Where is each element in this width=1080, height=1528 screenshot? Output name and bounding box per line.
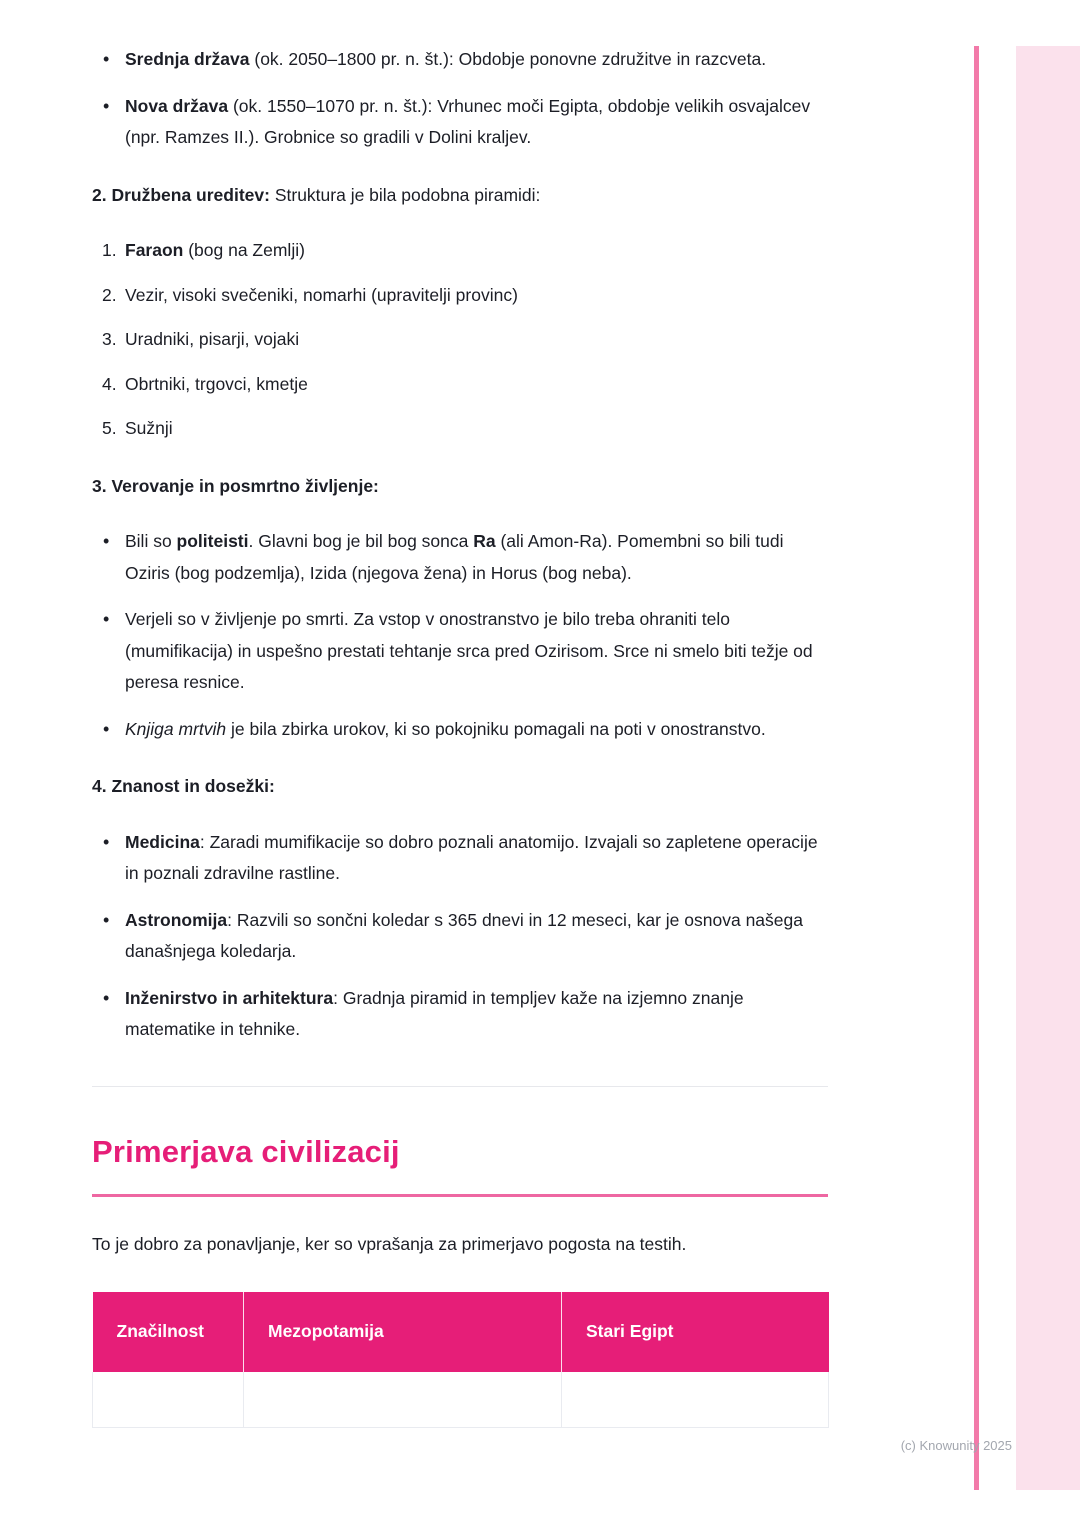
list-item — [92, 91, 828, 154]
list-item — [92, 324, 828, 356]
list-item — [92, 604, 828, 699]
list-item-text: Faraon (bog na Zemlji) — [125, 240, 305, 260]
list-item — [92, 413, 828, 445]
table-header-stari-egipt: Stari Egipt — [562, 1292, 829, 1372]
section-heading-science: 4. Znanost in dosežki: — [92, 776, 275, 796]
list-number: 1. — [102, 240, 117, 260]
list-item-text: Inženirstvo in arhitektura: Gradnja piramid in templjev kaže na izjemno znanje matematike in tehnike. — [125, 987, 744, 1039]
footer-credit: (c) Knowunity 2025 — [900, 1438, 1012, 1453]
list-item-text: Srednja država (ok. 2050–1800 pr. n. št.): Obdobje ponovne združitve in razcveta. — [125, 49, 767, 69]
list-item — [92, 235, 828, 267]
comparison-table-head — [93, 1292, 829, 1372]
list-item-text: Sužnji — [125, 418, 173, 438]
comparison-table — [92, 1292, 829, 1428]
list-number: 4. — [102, 373, 117, 394]
social-hierarchy-list — [92, 235, 828, 445]
list-number: 2. — [102, 284, 117, 305]
list-item — [92, 369, 828, 401]
right-accent-band — [1016, 46, 1080, 1490]
list-item-text: Astronomija: Razvili so sončni koledar s 365 dnevi in 12 meseci, kar je osnova našega današnjega koledarja. — [125, 909, 803, 961]
list-item — [92, 905, 828, 968]
table-cell — [562, 1372, 829, 1428]
table-header-znacilnost: Značilnost — [93, 1292, 244, 1372]
list-item-text: Vezir, visoki svečeniki, nomarhi (upravitelji provinc) — [125, 284, 518, 305]
table-row — [93, 1372, 829, 1428]
list-item — [92, 827, 828, 890]
list-item — [92, 44, 828, 76]
table-header-mezopotamija: Mezopotamija — [244, 1292, 562, 1372]
list-item-text: Nova država (ok. 1550–1070 pr. n. št.): Vrhunec moči Egipta, obdobje velikih osvajalcev (npr. Ramzes II.). Grobnice so gradili v Dolini kraljev. — [125, 95, 811, 147]
section-divider — [92, 1086, 828, 1087]
list-item-text: Uradniki, pisarji, vojaki — [125, 329, 300, 349]
content-area — [92, 40, 828, 1428]
right-accent-line — [974, 46, 979, 1490]
list-number: 3. — [102, 329, 117, 349]
table-cell — [244, 1372, 562, 1428]
list-item-text: Medicina: Zaradi mumifikacije so dobro poznali anatomijo. Izvajali so zapletene operacije in poznali zdravilne rastline. — [125, 831, 818, 883]
egypt-periods-list — [92, 44, 828, 154]
list-item — [92, 526, 828, 589]
section-heading-beliefs: 3. Verovanje in posmrtno življenje: — [92, 475, 379, 496]
comparison-table-body — [93, 1372, 829, 1428]
list-item — [92, 983, 828, 1046]
list-item — [92, 280, 828, 312]
comparison-intro: To je dobro za ponavljanje, ker so vprašanja za primerjavo pogosta na testih. — [92, 1233, 687, 1254]
list-item — [92, 714, 828, 746]
comparison-title: Primerjava civilizacij — [92, 1133, 400, 1169]
list-number: 5. — [102, 418, 117, 438]
table-cell — [93, 1372, 244, 1428]
comparison-title-block — [92, 1133, 828, 1197]
list-item-text: Obrtniki, trgovci, kmetje — [125, 373, 308, 394]
list-item-text: Bili so politeisti. Glavni bog je bil bog sonca Ra (ali Amon-Ra). Pomembni so bili tudi Oziris (bog podzemlja), Izida (njegova žena) in Horus (bog neba). — [125, 531, 784, 583]
list-item-text: Knjiga mrtvih je bila zbirka urokov, ki so pokojniku pomagali na poti v onostranstvo. — [125, 718, 766, 739]
beliefs-list — [92, 526, 828, 745]
table-header-row — [93, 1292, 829, 1372]
section-heading-social-order: 2. Družbena ureditev: Struktura je bila podobna piramidi: — [92, 184, 541, 205]
science-list — [92, 827, 828, 1046]
list-item-text: Verjeli so v življenje po smrti. Za vstop v onostranstvo je bilo treba ohraniti telo (mumifikacija) in uspešno prestati tehtanje srca pred Ozirisom. Srce ni smelo biti težje od peresa resnice. — [125, 609, 813, 692]
